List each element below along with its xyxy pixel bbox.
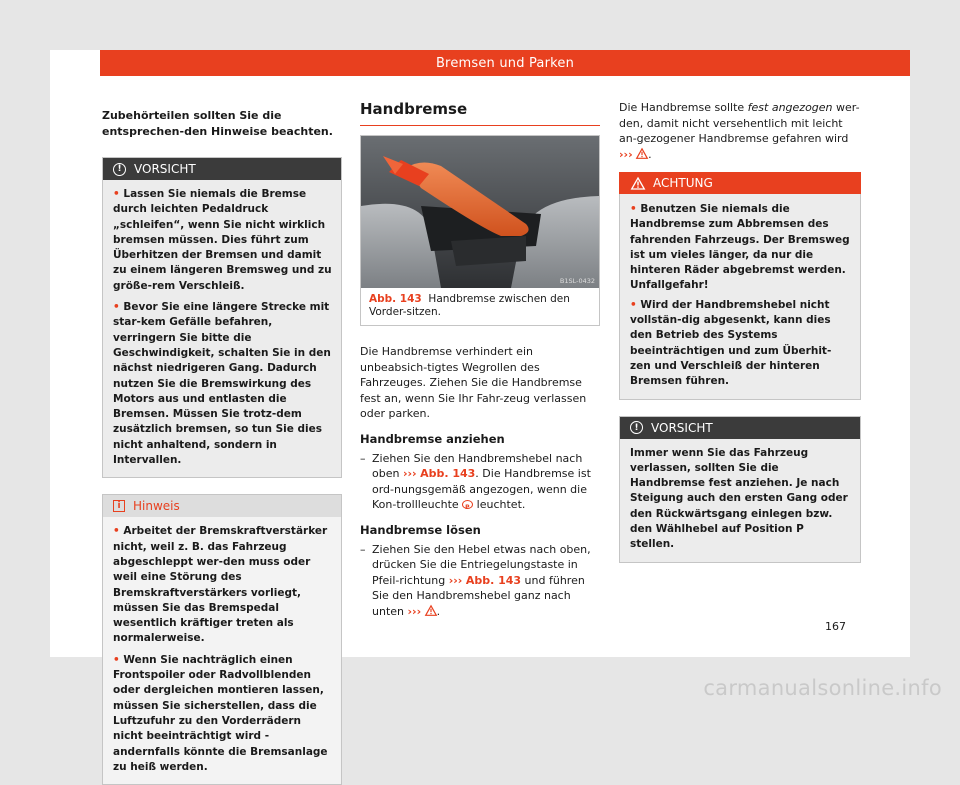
- arrow-ref: ›››: [402, 467, 417, 480]
- caution-icon: !: [630, 421, 643, 434]
- warning-triangle-icon: [636, 148, 648, 159]
- caution-header: [620, 417, 860, 439]
- arrow-ref: ›››: [407, 604, 422, 618]
- caution-title: VORSICHT: [651, 420, 713, 435]
- warning-triangle-icon: [425, 605, 437, 616]
- hint-title: Hinweis: [133, 499, 180, 514]
- figure-caption-text: Handbremse zwischen den Vorder-sitzen.: [369, 293, 570, 318]
- figure-caption: [361, 288, 599, 325]
- hint-body: [103, 517, 341, 784]
- col3-intro: Die Handbremse sollte fest angezogen wer-den, damit nicht versehentlich mit leicht an-gezogener Handbremse gefahren wird ››› .: [619, 101, 860, 161]
- warning-body: [619, 194, 861, 400]
- caution-box-2: [619, 416, 861, 563]
- arrow-ref: ›››: [448, 573, 463, 587]
- apply-heading: Handbremse anziehen: [360, 431, 505, 446]
- caution-body: [103, 180, 341, 477]
- warning-title: ACHTUNG: [653, 176, 713, 190]
- hint-item: • Arbeitet der Bremskraftverstärker nicht, weil z. B. das Fahrzeug abgeschleppt wer-den muss oder weil eine Störung des Bremskraftverstärkers vorliegt, müssen Sie das Bremspedal wesentlich kräftiger treten als normalerweise.: [113, 525, 328, 645]
- warning-box: [619, 172, 861, 400]
- figure-code: B1SL-0432: [559, 277, 595, 285]
- column-right: [619, 100, 861, 563]
- warning-icon: [631, 177, 645, 190]
- page-header: [100, 50, 910, 76]
- caution-body: Immer wenn Sie das Fahrzeug verlassen, sollten Sie die Handbremse fest anziehen. Je nach Steigung auch den ersten Gang oder den Rückwärtsgang einlegen bzw. den Wählhebel auf Position P stellen.: [620, 439, 860, 562]
- hint-item: • Wenn Sie nachträglich einen Frontspoiler oder Radvollblenden oder dergleichen montieren lassen, müssen Sie sicherstellen, dass die Luftzufuhr zu den Vorderrädern nicht beeinträchtigt wird - andernfalls könnte die Bremsanlage zu heiß werden.: [113, 653, 328, 773]
- warning-header: [619, 172, 861, 194]
- warning-item: • Benutzen Sie niemals die Handbremse zum Abbremsen des fahrenden Fahrzeugs. Der Bremsweg ist um vieles länger, da nur die hinteren Räder abgebremst werden. Unfallgefahr!: [630, 203, 850, 292]
- caution-header: [103, 158, 341, 180]
- hint-header: [103, 495, 341, 517]
- handbrake-photo: [361, 136, 599, 288]
- caution-title: VORSICHT: [134, 162, 196, 176]
- handbrake-intro: Die Handbremse verhindert ein unbeabsich-tigtes Wegrollen des Fahrzeuges. Ziehen Sie die Handbremse fest an, wenn Sie Ihr Fahr-zeug verlassen oder parken.: [360, 345, 587, 420]
- section-title: Handbremse: [360, 100, 600, 126]
- caution-icon: !: [113, 163, 126, 176]
- figure-link[interactable]: Abb. 143: [420, 467, 476, 480]
- warning-item: • Wird der Handbremshebel nicht vollstän-dig abgesenkt, kann dies den Betrieb des Systems beeinträchtigen und zum Überhit-zen und Verschleiß der hinteren Bremsen führen.: [630, 298, 832, 388]
- page-number: 167: [825, 620, 846, 633]
- figure-link[interactable]: Abb. 143: [465, 573, 522, 587]
- intro-text: Zubehörteilen sollten Sie die entsprechen-den Hinweise beachten.: [102, 109, 333, 138]
- page-header-title: Bremsen und Parken: [435, 55, 575, 71]
- parking-brake-lamp-icon: [462, 500, 473, 509]
- release-heading: Handbremse lösen: [360, 522, 481, 537]
- arrow-ref: ›››: [619, 147, 633, 161]
- apply-step: – Ziehen Sie den Handbremshebel nach oben ››› Abb. 143. Die Handbremse ist ord-nungsgemäß angezogen, wenn die Kon-trollleuchte P leuchtet.: [360, 451, 600, 513]
- release-step: – Ziehen Sie den Hebel etwas nach oben, drücken Sie die Entriegelungstaste in Pfeil-richtung ››› Abb. 143 und führen Sie den Handbremshebel ganz nach unten ››› .: [360, 542, 591, 618]
- hint-box: [102, 494, 342, 785]
- watermark: carmanualsonline.info: [703, 676, 942, 700]
- figure-label: Abb. 143: [369, 293, 422, 305]
- column-middle: [360, 100, 600, 619]
- caution-item: • Lassen Sie niemals die Bremse durch leichten Pedaldruck „schleifen“, wenn Sie nicht wirklich bremsen müssen. Dies führt zum Überhitzen der Bremsen und damit zu einem längeren Bremsweg und zu größe-rem Verschleiß.: [113, 188, 332, 292]
- caution-item: • Bevor Sie eine längere Strecke mit star-kem Gefälle befahren, verringern Sie bitte die Geschwindigkeit, schalten Sie in den nächst niedrigeren Gang. Dadurch nutzen Sie die Bremswirkung des Motors aus und entlasten die Bremsen. Müssen Sie trotz-dem zusätzlich bremsen, so tun Sie dies nicht anhaltend, sondern in Intervallen.: [113, 301, 331, 467]
- figure-handbrake: [360, 135, 600, 326]
- info-icon: i: [113, 500, 125, 512]
- caution-box: [102, 157, 342, 478]
